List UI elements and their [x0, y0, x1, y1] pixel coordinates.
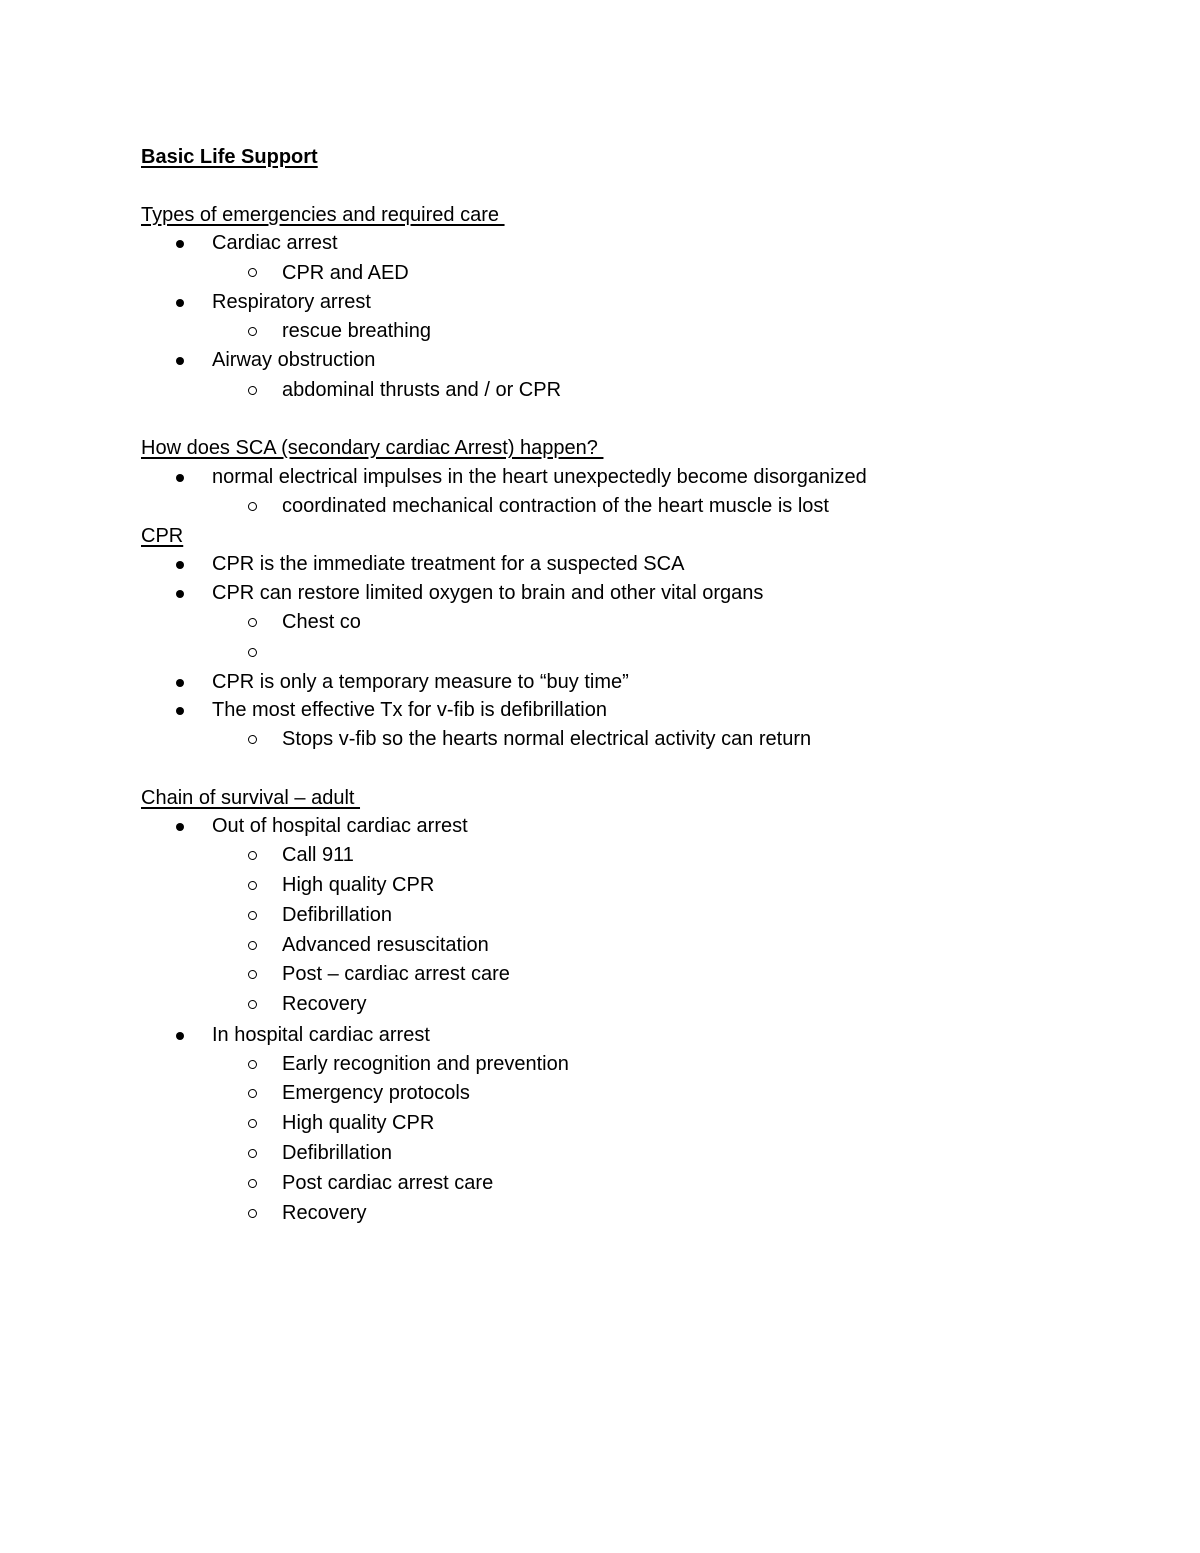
list-item: Cardiac arrest	[212, 232, 338, 254]
list-subitem: Call 911	[282, 844, 354, 866]
sub-bullet-icon	[248, 1089, 257, 1098]
list-item: normal electrical impulses in the heart unexpectedly become disorganized	[212, 466, 867, 488]
list-subitem: Emergency protocols	[282, 1082, 470, 1104]
sub-bullet-icon	[248, 1119, 257, 1128]
list-item: Airway obstruction	[212, 349, 376, 371]
list-subitem: Recovery	[282, 993, 367, 1015]
bullet-icon	[176, 707, 184, 715]
list-subitem: CPR and AED	[282, 262, 409, 284]
sub-bullet-icon	[248, 1209, 257, 1218]
bullet-icon	[176, 240, 184, 248]
list-subitem: Stops v-fib so the hearts normal electrical activity can return	[282, 728, 812, 750]
list-item: In hospital cardiac arrest	[212, 1024, 430, 1046]
list-subitem: Early recognition and prevention	[282, 1053, 569, 1075]
list-item: CPR is the immediate treatment for a suspected SCA	[212, 553, 685, 575]
list-subitem: rescue breathing	[282, 320, 431, 342]
list-subitem: Advanced resuscitation	[282, 934, 489, 956]
sub-bullet-icon	[248, 268, 257, 277]
list-item: The most effective Tx for v-fib is defibrillation	[212, 699, 607, 721]
list-subitem: coordinated mechanical contraction of the heart muscle is lost	[282, 495, 829, 517]
bullet-icon	[176, 679, 184, 687]
sub-bullet-icon	[248, 735, 257, 744]
bullet-icon	[176, 590, 184, 598]
sub-bullet-icon	[248, 1060, 257, 1069]
list-subitem: High quality CPR	[282, 874, 435, 896]
list-subitem: Post cardiac arrest care	[282, 1172, 494, 1194]
list-subitem: High quality CPR	[282, 1112, 435, 1134]
sub-bullet-icon	[248, 970, 257, 979]
bullet-icon	[176, 474, 184, 482]
list-item: CPR is only a temporary measure to “buy time”	[212, 671, 629, 693]
section-heading-types: Types of emergencies and required care	[141, 204, 505, 226]
sub-bullet-icon	[248, 1149, 257, 1158]
sub-bullet-icon	[248, 386, 257, 395]
sub-bullet-icon	[248, 502, 257, 511]
list-subitem: Defibrillation	[282, 904, 393, 926]
list-subitem: Chest co	[282, 611, 361, 633]
sub-bullet-icon	[248, 911, 257, 920]
bullet-icon	[176, 1032, 184, 1040]
bullet-icon	[176, 299, 184, 307]
sub-bullet-icon	[248, 941, 257, 950]
bullet-icon	[176, 823, 184, 831]
sub-bullet-icon	[248, 881, 257, 890]
list-subitem: abdominal thrusts and / or CPR	[282, 379, 562, 401]
sub-bullet-icon	[248, 1179, 257, 1188]
list-item: Respiratory arrest	[212, 291, 371, 313]
sub-bullet-icon	[248, 618, 257, 627]
document-title: Basic Life Support	[141, 146, 318, 168]
sub-bullet-icon	[248, 851, 257, 860]
sub-bullet-icon	[248, 648, 257, 657]
list-subitem: Defibrillation	[282, 1142, 393, 1164]
section-heading-cpr: CPR	[141, 525, 184, 547]
list-item: CPR can restore limited oxygen to brain and other vital organs	[212, 582, 764, 604]
section-heading-sca: How does SCA (secondary cardiac Arrest) happen?	[141, 437, 604, 459]
sub-bullet-icon	[248, 1000, 257, 1009]
bullet-icon	[176, 561, 184, 569]
list-item: Out of hospital cardiac arrest	[212, 815, 468, 837]
list-subitem: Post – cardiac arrest care	[282, 963, 510, 985]
section-heading-chain: Chain of survival – adult	[141, 787, 361, 809]
bullet-icon	[176, 357, 184, 365]
list-subitem: Recovery	[282, 1202, 367, 1224]
sub-bullet-icon	[248, 327, 257, 336]
